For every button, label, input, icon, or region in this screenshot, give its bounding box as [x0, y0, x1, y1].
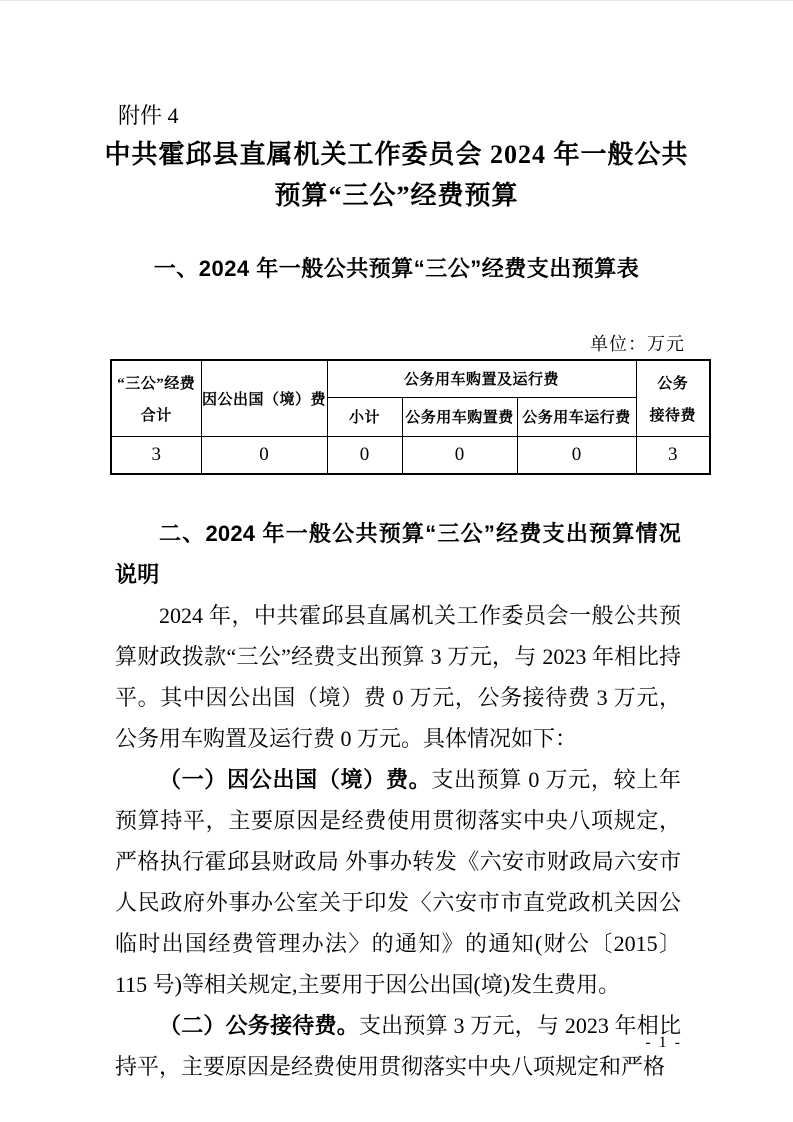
- notes-item1-label: （一）因公出国（境）费。: [159, 767, 432, 792]
- notes-section: [115, 513, 681, 1087]
- value-vehicle-subtotal: 0: [327, 436, 402, 474]
- notes-item1-text: 支出预算 0 万元，较上年预算持平，主要原因是经费使用贯彻落实中央八项规定，严格执行霍邱县财政局 外事办转发《六安市财政局六安市人民政府外事办公室关于印发〈六安市市直党政机关因公临时出国经费管理办法〉的通知》的通知(财公〔2015〕115 号)等相关规定,主要用于因公出国(境)发生费用。: [115, 767, 681, 997]
- notes-item1-paragraph: [115, 759, 681, 1005]
- header-vehicle-purchase-cell: 公务用车购置费: [402, 397, 517, 436]
- value-abroad: 0: [201, 436, 327, 474]
- header-abroad-cell: 因公出国（境）费: [201, 360, 327, 436]
- value-vehicle-operation: 0: [517, 436, 636, 474]
- section-two-heading: 二、2024 年一般公共预算“三公”经费支出预算情况说明: [115, 521, 681, 587]
- header-reception-cell: [636, 360, 710, 436]
- notes-item2-text: 支出预算 3 万元，与 2023 年相比持平，主要原因是经费使用贯彻落实中央八项规定和严格: [115, 1013, 681, 1079]
- document-title-line1: 中共霍邱县直属机关工作委员会 2024 年一般公共: [104, 140, 689, 169]
- table-row: [111, 436, 710, 474]
- header-total-line2: 合计: [140, 407, 172, 424]
- value-reception: 3: [636, 436, 710, 474]
- notes-intro-text: 2024 年，中共霍邱县直属机关工作委员会一般公共预算财政拨款“三公”经费支出预算 3 万元，与 2023 年相比持平。其中因公出国（境）费 0 万元，公务接待费 3 万元，公务用车购置及运行费 0 万元。具体情况如下：: [115, 603, 681, 751]
- header-total-line1: “三公”经费: [117, 375, 196, 392]
- header-vehicle-group-cell: 公务用车购置及运行费: [327, 360, 636, 397]
- notes-intro-paragraph: [115, 595, 681, 759]
- document-title-line2: 预算“三公”经费预算: [274, 181, 519, 210]
- section-one-heading: 一、2024 年一般公共预算“三公”经费支出预算表: [153, 256, 640, 281]
- document-title: [60, 134, 733, 216]
- three-public-expenses-table: [110, 359, 711, 475]
- notes-item2-paragraph: [115, 1005, 681, 1087]
- value-vehicle-purchase: 0: [402, 436, 517, 474]
- page-number: - 1 -: [645, 1034, 682, 1051]
- header-vehicle-operation-cell: 公务用车运行费: [517, 397, 636, 436]
- value-total: 3: [111, 436, 201, 474]
- header-vehicle-subtotal-cell: 小计: [327, 397, 402, 436]
- header-reception-line1: 公务: [657, 375, 689, 392]
- header-reception-line2: 接待费: [649, 407, 697, 424]
- header-total-cell: [111, 360, 201, 436]
- table-unit-label: 单位：万元: [590, 334, 685, 354]
- attachment-label: 附件 4: [118, 103, 179, 128]
- notes-item2-label: （二）公务接待费。: [159, 1013, 359, 1038]
